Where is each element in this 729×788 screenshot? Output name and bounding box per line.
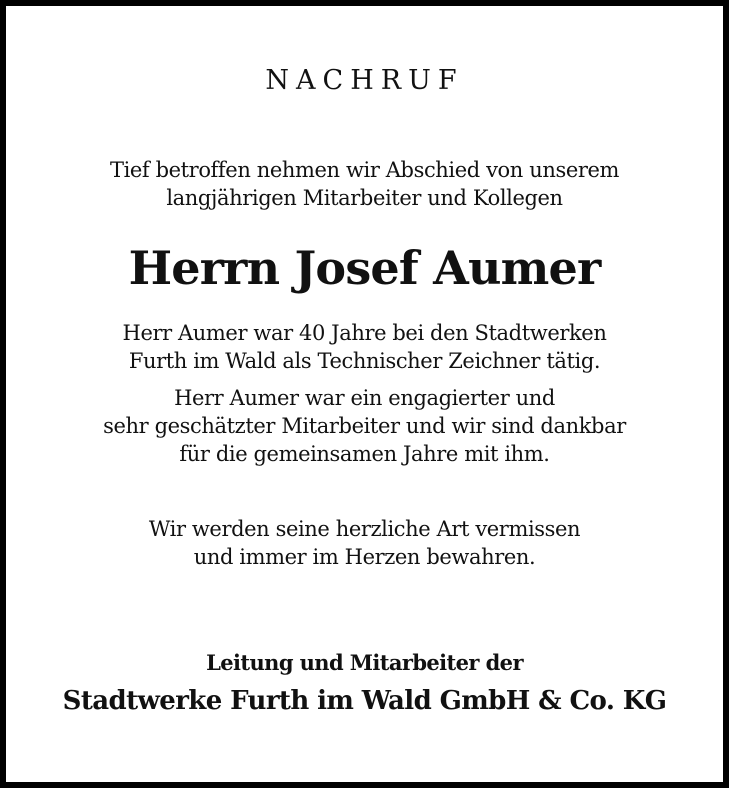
signature-company: Stadtwerke Furth im Wald GmbH & Co. KG [62, 686, 667, 716]
paragraph-appreciation [6, 384, 723, 468]
paragraph-remembrance [6, 515, 723, 571]
notice-title: NACHRUF [265, 65, 464, 96]
deceased-name: Herrn Josef Aumer [128, 241, 601, 295]
paragraph-career [6, 319, 723, 375]
paragraph-line: Herr Aumer war 40 Jahre bei den Stadtwerken [122, 321, 607, 345]
intro-line: Tief betroffen nehmen wir Abschied von unserem [109, 158, 620, 182]
paragraph-line: Furth im Wald als Technischer Zeichner tätig. [128, 349, 601, 373]
paragraph-line: sehr geschätzter Mitarbeiter und wir sind dankbar [103, 414, 626, 438]
intro-text [6, 156, 723, 212]
paragraph-line: Herr Aumer war ein engagierter und [174, 386, 555, 410]
paragraph-line: für die gemeinsamen Jahre mit ihm. [179, 442, 550, 466]
paragraph-line: und immer im Herzen bewahren. [193, 545, 536, 569]
paragraph-line: Wir werden seine herzliche Art vermissen [148, 517, 581, 541]
signature-line-1: Leitung und Mitarbeiter der [206, 650, 523, 675]
intro-line: langjährigen Mitarbeiter und Kollegen [166, 186, 563, 210]
